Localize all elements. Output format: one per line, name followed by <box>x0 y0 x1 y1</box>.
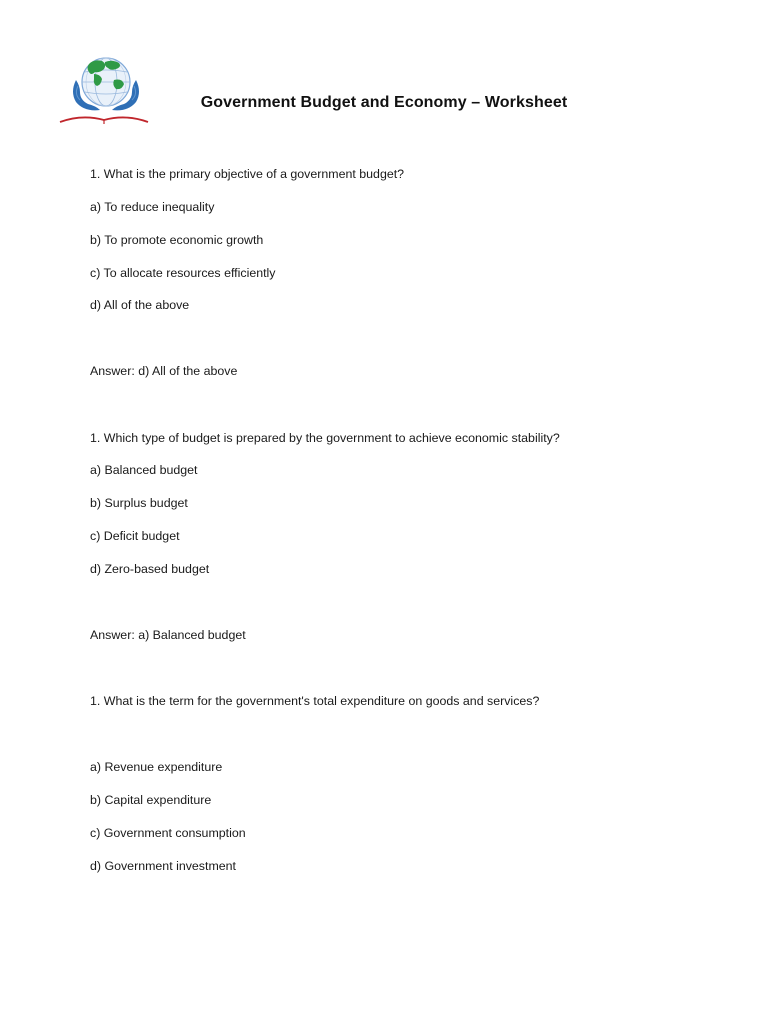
question-2-option-a: a) Balanced budget <box>90 463 198 477</box>
question-1-option-d: d) All of the above <box>90 298 190 312</box>
globe-in-hands-logo-icon <box>56 50 152 130</box>
question-3-text: 1. What is the term for the government's total expenditure on goods and services? <box>90 694 540 708</box>
question-1-option-a: a) To reduce inequality <box>90 200 215 214</box>
question-2-option-b: b) Surplus budget <box>90 496 188 510</box>
question-2-option-c: c) Deficit budget <box>90 529 180 543</box>
question-1-text: 1. What is the primary objective of a government budget? <box>90 167 405 181</box>
question-3-option-c: c) Government consumption <box>90 826 246 840</box>
question-3-option-a: a) Revenue expenditure <box>90 760 223 774</box>
worksheet-title <box>0 94 768 112</box>
question-3-option-d: d) Government investment <box>90 859 236 873</box>
question-3-option-b: b) Capital expenditure <box>90 793 212 807</box>
question-1-answer: Answer: d) All of the above <box>90 364 238 378</box>
page-title: Government Budget and Economy – Worksheet <box>200 94 568 111</box>
question-1-option-b: b) To promote economic growth <box>90 233 264 247</box>
question-2-text: 1. Which type of budget is prepared by the government to achieve economic stability? <box>90 431 560 445</box>
question-2-answer: Answer: a) Balanced budget <box>90 628 246 642</box>
question-2-option-d: d) Zero-based budget <box>90 562 210 576</box>
question-1-option-c: c) To allocate resources efficiently <box>90 266 276 280</box>
